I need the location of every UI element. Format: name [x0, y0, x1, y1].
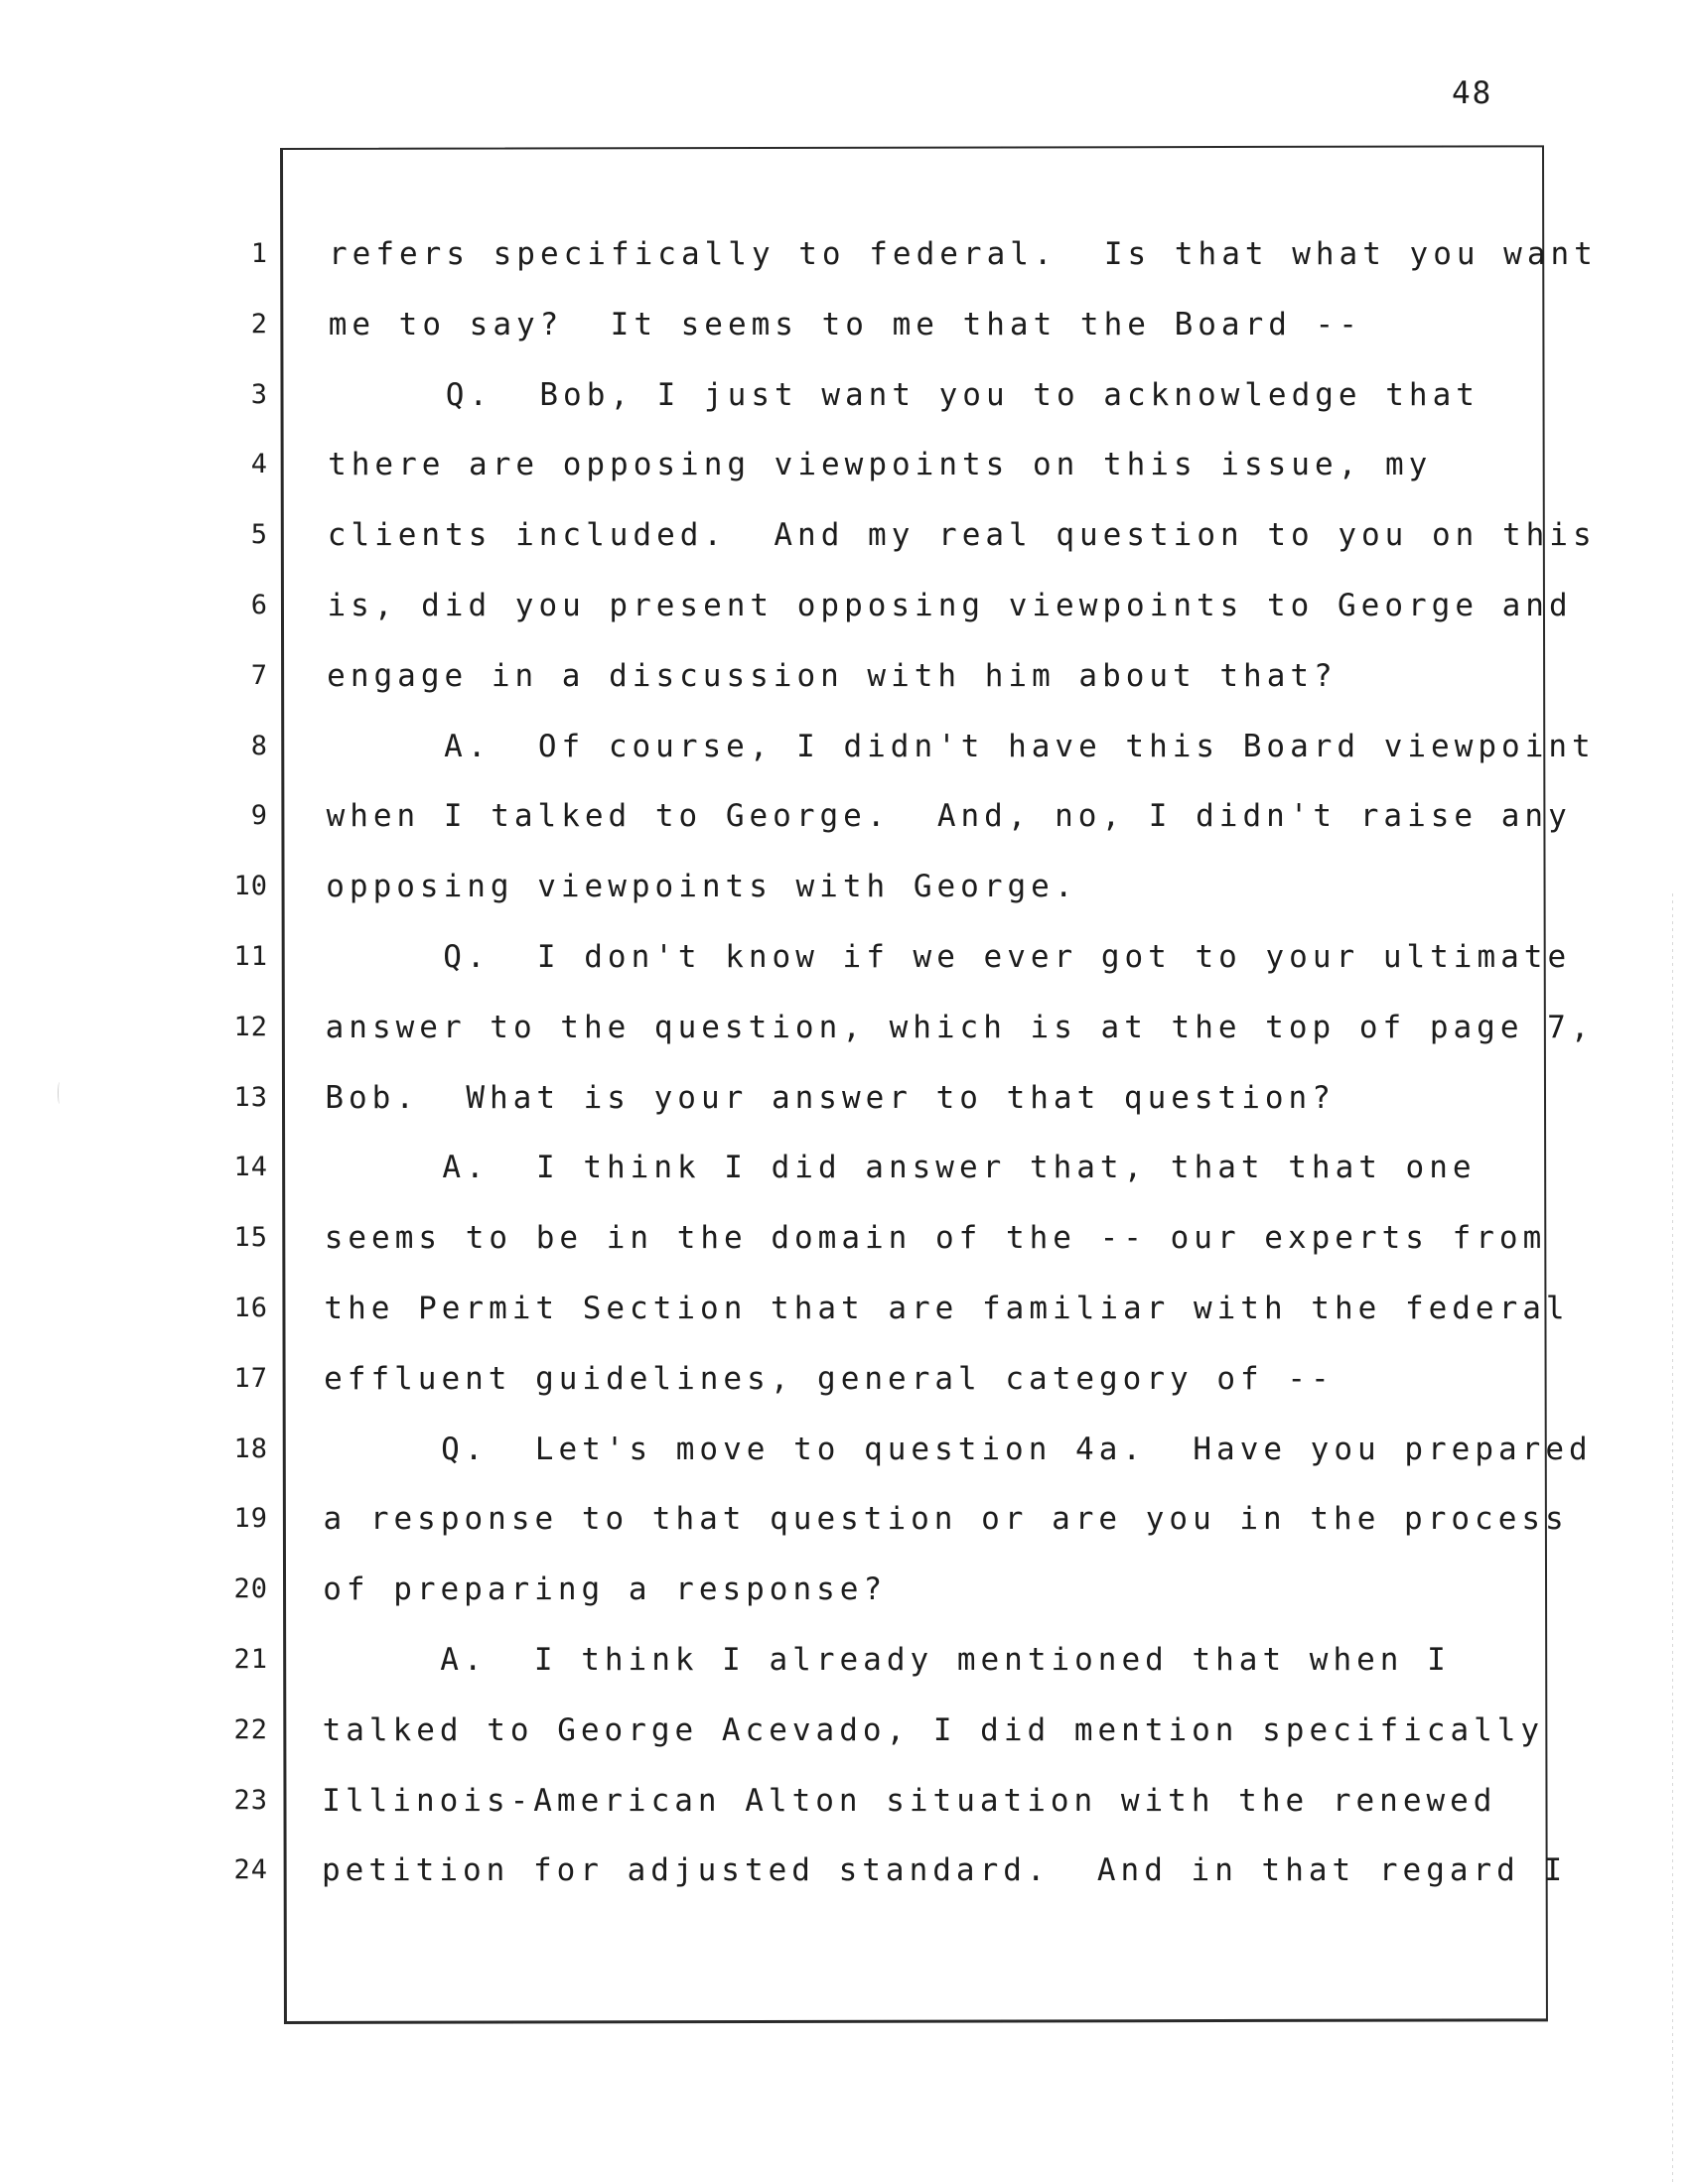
transcript-line: there are opposing viewpoints on this issue, my [328, 447, 1433, 483]
line-number: 22 [233, 1713, 268, 1745]
line-number: 12 [233, 1011, 268, 1042]
transcript-line: when I talked to George. And, no, I didn't raise any [326, 798, 1572, 835]
transcript-line: effluent guidelines, general category of -- [324, 1360, 1335, 1397]
transcript-line: opposing viewpoints with George. [326, 869, 1078, 905]
transcript-line: Illinois-American Alton situation with the renewed [322, 1782, 1497, 1819]
line-number: 2 [250, 308, 268, 340]
transcript-line: the Permit Section that are familiar with the federal [324, 1291, 1570, 1326]
line-number: 21 [233, 1644, 268, 1675]
transcript-line: Q. I don't know if we ever got to your ultimate [325, 939, 1572, 975]
transcript-line: is, did you present opposing viewpoints to George and [327, 588, 1573, 623]
transcript-line: me to say? It seems to me that the Board -- [328, 306, 1362, 342]
transcript-line: a response to that question or are you in the process [323, 1501, 1569, 1538]
line-number: 14 [233, 1152, 268, 1183]
line-number: 17 [233, 1362, 268, 1394]
line-number: 1 [250, 238, 268, 269]
line-number: 23 [233, 1784, 268, 1816]
page-number: 48 [1452, 75, 1493, 111]
line-number: 4 [250, 449, 268, 480]
transcript-line: clients included. And my real question to you on this [327, 517, 1597, 554]
line-number: 7 [250, 659, 268, 691]
line-number: 19 [233, 1503, 268, 1535]
transcript-line: A. Of course, I didn't have this Board viewpoint [326, 728, 1596, 764]
transcript-line: Q. Bob, I just want you to acknowledge that [328, 376, 1480, 413]
line-number: 20 [233, 1573, 268, 1605]
scan-edge-line [1672, 893, 1673, 2184]
margin-mark [58, 1082, 62, 1104]
transcript-line: engage in a discussion with him about that? [327, 657, 1338, 694]
transcript-line: A. I think I already mentioned that when I [322, 1642, 1451, 1678]
transcript-line: petition for adjusted standard. And in that regard I [322, 1852, 1568, 1889]
transcript-line: Bob. What is your answer to that question? [325, 1079, 1336, 1116]
transcript-line: seems to be in the domain of the -- our experts from [324, 1220, 1547, 1257]
line-number: 8 [250, 730, 268, 761]
transcript-line: Q. Let's move to question 4a. Have you prepared [323, 1431, 1593, 1467]
line-number: 5 [250, 519, 268, 551]
transcript-line: answer to the question, which is at the top of page 7, [325, 1009, 1595, 1045]
line-number: 18 [233, 1433, 268, 1464]
line-number: 3 [250, 378, 268, 410]
line-number: 13 [233, 1081, 268, 1113]
line-number: 10 [233, 871, 268, 902]
line-number: 9 [250, 800, 268, 832]
line-number: 6 [250, 590, 268, 620]
transcript-line: A. I think I did answer that, that that one [325, 1150, 1477, 1186]
line-number: 24 [233, 1854, 268, 1886]
transcript-line: refers specifically to federal. Is that what you want [329, 236, 1598, 272]
transcript-line: talked to George Acevado, I did mention specifically [322, 1711, 1545, 1748]
transcript-line: of preparing a response? [323, 1571, 888, 1608]
line-number: 15 [233, 1222, 268, 1254]
line-number: 11 [233, 941, 268, 972]
line-number: 16 [233, 1293, 268, 1323]
